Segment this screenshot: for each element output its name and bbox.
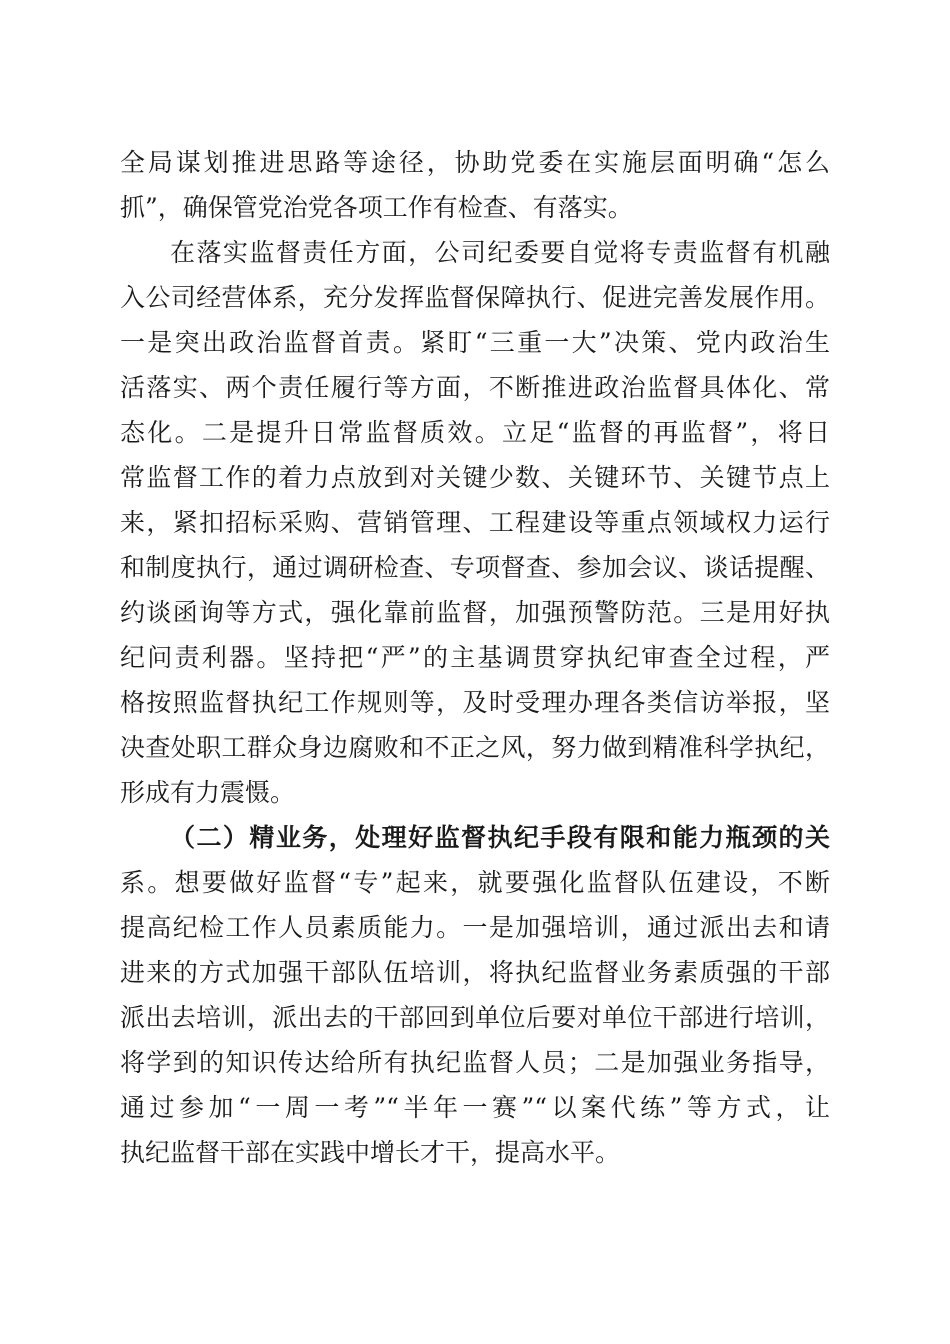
- text-line: 将学到的知识传达给所有执纪监督人员；二是加强业务指导，: [120, 1048, 830, 1077]
- text-line: 在落实监督责任方面，公司纪委要自觉将专责监督有机融: [170, 238, 830, 267]
- text-line: 通过参加“一周一考”“半年一赛”“以案代练”等方式，让: [120, 1093, 830, 1122]
- text-line: 一是突出政治监督首责。紧盯“三重一大”决策、党内政治生: [120, 328, 830, 357]
- text-line: 抓”，确保管党治党各项工作有检查、有落实。: [120, 193, 633, 222]
- text-line: 决查处职工群众身边腐败和不正之风，努力做到精准科学执纪，: [120, 733, 830, 762]
- text-line: 全局谋划推进思路等途径，协助党委在实施层面明确“怎么: [120, 148, 830, 177]
- text-line: 形成有力震慑。: [120, 778, 296, 807]
- text-line: 活落实、两个责任履行等方面，不断推进政治监督具体化、常: [120, 373, 830, 402]
- text-line: 约谈函询等方式，强化靠前监督，加强预警防范。三是用好执: [120, 598, 830, 627]
- text-line: 进来的方式加强干部队伍培训，将执纪监督业务素质强的干部: [120, 958, 830, 987]
- text-line: 系。想要做好监督“专”起来，就要强化监督队伍建设，不断: [120, 868, 830, 897]
- text-line: 态化。二是提升日常监督质效。立足“监督的再监督”，将日: [120, 418, 830, 447]
- section-heading: （二）精业务，处理好监督执纪手段有限和能力瓶颈的关: [170, 823, 830, 852]
- text-line: 执纪监督干部在实践中增长才干，提高水平。: [120, 1138, 621, 1167]
- text-line: 和制度执行，通过调研检查、专项督查、参加会议、谈话提醒、: [120, 553, 830, 582]
- text-line: 提高纪检工作人员素质能力。一是加强培训，通过派出去和请: [120, 913, 830, 942]
- text-line: 常监督工作的着力点放到对关键少数、关键环节、关键节点上: [120, 463, 830, 492]
- text-line: 纪问责利器。坚持把“严”的主基调贯穿执纪审查全过程，严: [120, 643, 830, 672]
- text-line: 派出去培训，派出去的干部回到单位后要对单位干部进行培训，: [120, 1003, 830, 1032]
- text-line: 格按照监督执纪工作规则等，及时受理办理各类信访举报，坚: [120, 688, 830, 717]
- text-line: 来，紧扣招标采购、营销管理、工程建设等重点领域权力运行: [120, 508, 830, 537]
- text-line: 入公司经营体系，充分发挥监督保障执行、促进完善发展作用。: [120, 283, 830, 312]
